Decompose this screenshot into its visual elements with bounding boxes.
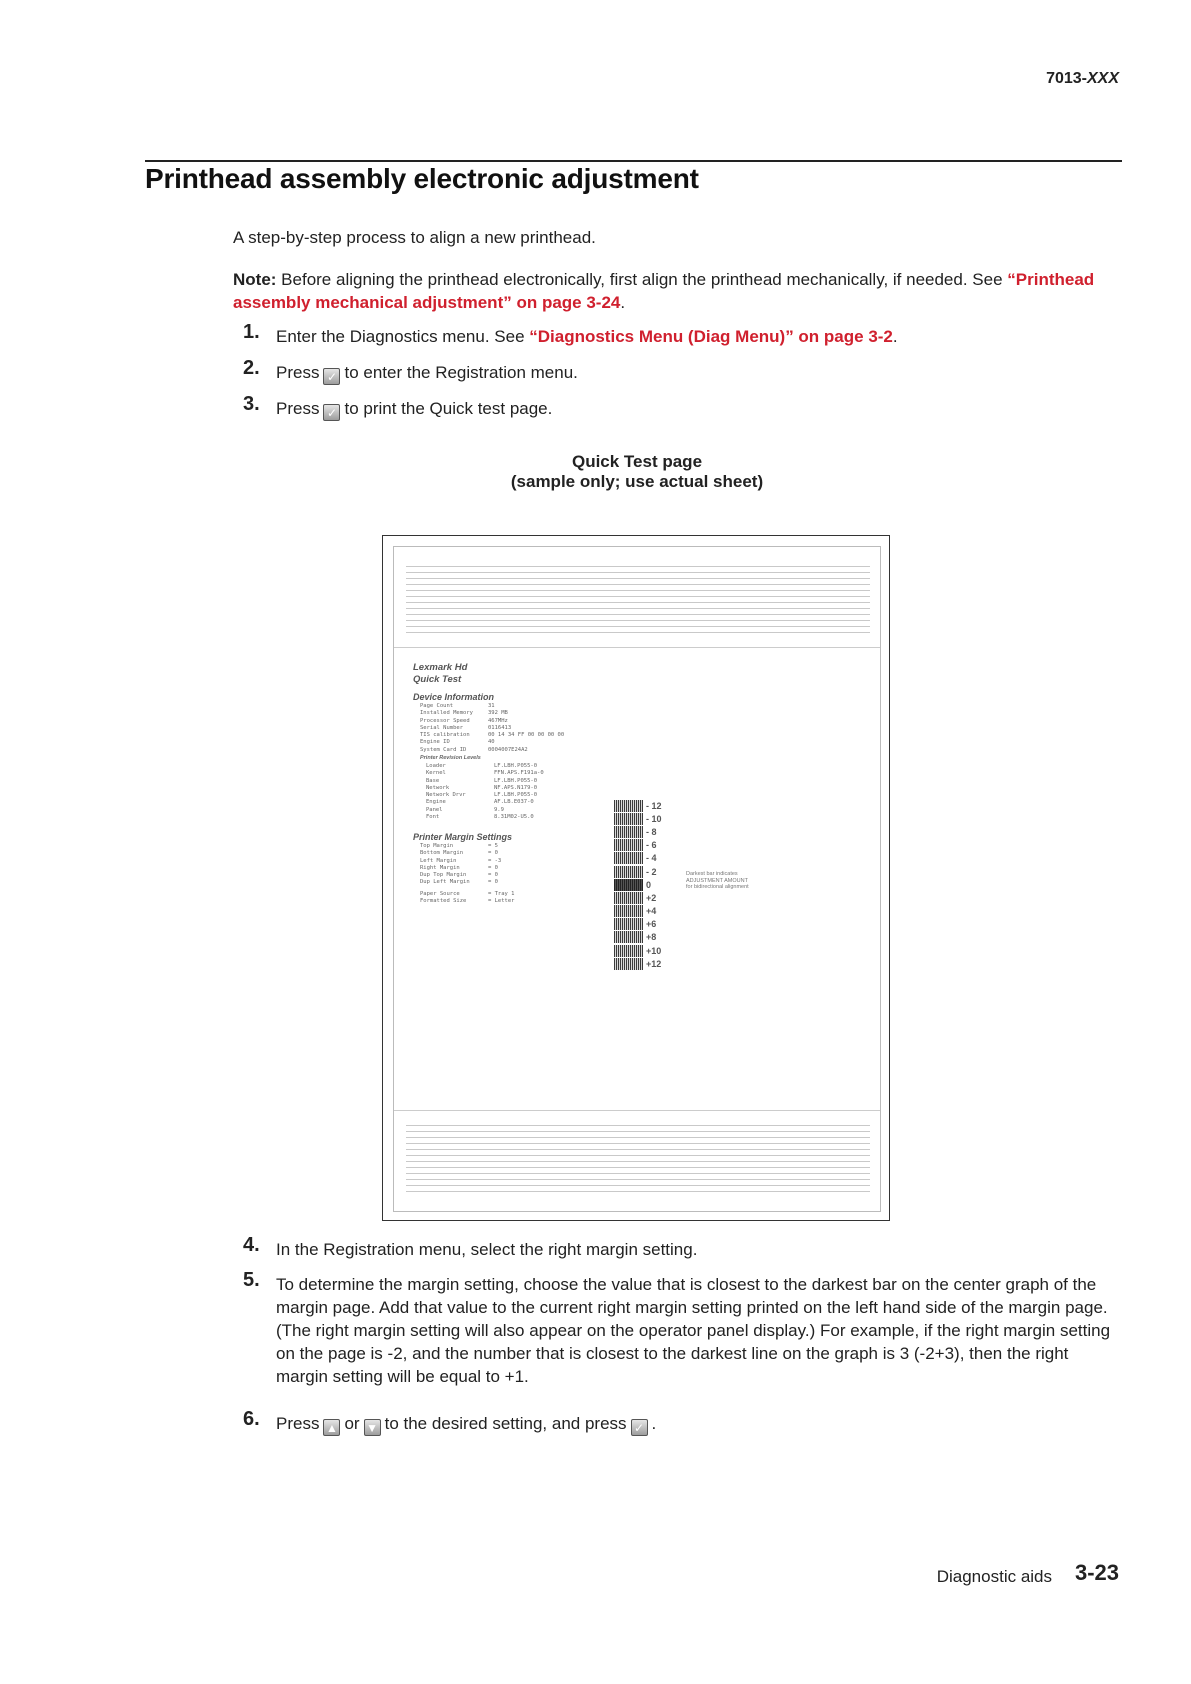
diag-menu-link[interactable]: “Diagnostics Menu (Diag Menu)” on page 3-2 [529,327,893,346]
note-paragraph [233,268,1123,314]
alignment-bar-label: - 6 [646,840,657,851]
alignment-bar-label: 0 [646,879,652,890]
setting-key: Dup Top Margin [420,872,467,879]
page-title: Printhead assembly electronic adjustment [145,163,699,194]
intro-paragraph: A step-by-step process to align a new printhead. [233,228,596,247]
setting-key: Bottom Margin [420,850,464,857]
sheet-setting-row [426,770,544,777]
margin-settings-list [420,843,501,887]
setting-key: Serial Number [420,724,464,731]
sheet-setting-row [420,843,501,850]
step-text: Press [276,363,320,382]
step-text-end: . [892,327,898,346]
sheet-divider [394,647,880,648]
setting-key: Panel [426,806,443,813]
setting-value: LF.LBH.P055-0 [494,763,538,769]
alignment-bar [614,813,643,825]
sheet-setting-row [426,763,544,770]
alignment-bar-row [614,825,670,838]
setting-key: Page Count [420,703,454,709]
bar-note-line-1: Darkest bar indicates [686,871,738,877]
caption-title: Quick Test page [571,452,703,471]
sheet-setting-row [420,879,501,886]
mechanical-adjustment-link[interactable]: “Printhead assembly mechanical adjustment” on page 3-24 [233,270,1095,312]
alignment-bar-row [614,878,670,891]
alignment-bar-label: +6 [646,919,657,930]
setting-value: 0116413 [488,724,512,731]
setting-key: Font [426,814,440,821]
alignment-bar-row [614,905,670,918]
step-text: To determine the margin setting, choose the value that is closest to the darkest bar on the center graph of the margin page. Add that value to the current right margin setting printed on the left hand side of the margin page. (The right margin setting will also appear on the operator panel display.) For example, if the right margin setting on the page is -2, and the number that is closest to the darkest line on the graph is 3 (-2+3), then the right margin setting will be equal to +1. [276,1275,1111,1386]
setting-value: = 0 [488,850,498,857]
setting-key: Loader [426,763,446,769]
alignment-lines-bottom [406,1120,870,1196]
step-5 [233,1269,1123,1388]
sheet-setting-row [420,898,515,905]
down-arrow-button-icon: ▼ [364,1419,381,1436]
step-3 [233,393,1123,421]
alignment-bar [614,866,643,878]
figure-caption [0,452,1191,492]
step-text-or: or [344,1414,360,1433]
quick-test-sheet [393,546,881,1212]
setting-value: = 5 [488,843,498,849]
setting-key: Installed Memory [420,710,473,717]
device-info-heading: Device Information [413,692,495,702]
step-number: 4. [243,1234,260,1256]
sheet-setting-row [420,710,564,717]
sheet-setting-row [420,872,501,879]
setting-key: Paper Source [420,891,460,897]
setting-value: 392 MB [488,710,508,717]
setting-key: Network Drvr [426,792,466,799]
setting-key: Engine [426,799,446,806]
alignment-bar-label: - 12 [646,800,662,811]
bar-graph-note [686,871,749,891]
alignment-bar-label: +4 [646,906,657,917]
step-number: 1. [243,321,260,343]
model-number [1046,70,1119,88]
step-period: . [651,1414,657,1433]
alignment-bar-label: - 8 [646,826,657,837]
margin-settings-heading: Printer Margin Settings [413,832,513,842]
sheet-setting-row [420,850,501,857]
step-text: Press [276,399,320,418]
footer-page-number: 3-23 [1074,1560,1119,1585]
alignment-lines-top [406,561,870,635]
model-suffix: XXX [1086,70,1119,87]
quick-test-page-figure [382,535,890,1221]
device-info-list [420,703,564,754]
setting-value: 9.9 [494,806,504,813]
setting-key: Top Margin [420,843,454,849]
alignment-bar [614,852,643,864]
alignment-bar-row [614,918,670,931]
alignment-bar-row [614,865,670,878]
alignment-bar [614,945,643,957]
alignment-bar-label: +2 [646,892,657,903]
sheet-setting-row [420,865,501,872]
sheet-setting-row [426,807,544,814]
step-text-end: to the desired setting, and press [384,1414,627,1433]
checkmark-button-icon: ✓ [323,368,340,385]
setting-key: Engine ID [420,739,450,746]
setting-key: Formatted Size [420,898,467,905]
sheet-setting-row [420,703,564,710]
setting-key: TIS calibration [420,732,470,739]
setting-value: = 0 [488,872,498,879]
step-1 [233,321,1123,348]
sheet-setting-row [426,799,544,806]
setting-key: Kernel [426,770,446,777]
step-text-end: to print the Quick test page. [344,399,553,418]
alignment-bar [614,826,643,838]
setting-value: 00 14 34 FF 00 00 00 00 [488,732,565,739]
paper-settings-list [420,891,515,906]
alignment-bar-label: +10 [646,945,662,956]
setting-value: = Letter [488,898,515,905]
sheet-title-line-1: Lexmark Hd [413,662,468,673]
step-6 [233,1408,1123,1436]
alignment-bar-row [614,957,670,970]
setting-key: Processor Speed [420,717,470,724]
sheet-setting-row [426,792,544,799]
alignment-bar-row [614,812,670,825]
alignment-bar [614,918,643,930]
alignment-bar [614,892,643,904]
step-text: Enter the Diagnostics menu. See [276,327,530,346]
bar-note-line-2: ADJUSTMENT AMOUNT [686,877,748,884]
setting-key: Dup Left Margin [420,879,470,886]
setting-key: Left Margin [420,857,457,864]
setting-value: AF.LB.E037-0 [494,799,534,806]
step-number: 2. [243,357,260,379]
alignment-bar [614,839,643,851]
alignment-bar-graph [614,799,670,970]
alignment-bar-label: +12 [646,958,662,969]
sheet-setting-row [420,891,515,898]
alignment-bar-row [614,839,670,852]
step-number: 3. [243,393,260,415]
setting-key: Network [426,784,450,791]
setting-value: NF.APS.N179-0 [494,784,538,791]
step-number: 6. [243,1408,260,1430]
note-text: Before aligning the printhead electronically, first align the printhead mechanically, if needed. See [276,270,1008,289]
alignment-bar-row [614,891,670,904]
step-number: 5. [243,1269,260,1291]
note-label: Note: [233,270,277,289]
sheet-setting-row [426,814,544,821]
setting-value: 31 [488,703,495,709]
sheet-title [413,662,467,686]
footer-section-name: Diagnostic aids [936,1567,1052,1586]
sheet-setting-row [426,785,544,792]
alignment-bar-row [614,944,670,957]
alignment-bar [614,931,643,943]
setting-value: = 0 [488,864,498,871]
setting-value: 8.31M02-U5.0 [494,814,534,821]
checkmark-button-icon: ✓ [323,404,340,421]
setting-value: = Tray 1 [488,891,515,897]
setting-key: Right Margin [420,864,460,871]
up-arrow-button-icon: ▲ [323,1419,340,1436]
alignment-bar-row [614,852,670,865]
step-text-end: to enter the Registration menu. [344,363,578,382]
sheet-setting-row [420,725,564,732]
alignment-bar [614,879,643,891]
setting-value: 0004007E24A2 [488,746,528,753]
sheet-setting-row [420,739,564,746]
bar-note-line-3: for bidirectional alignment [686,884,749,890]
sheet-setting-row [420,858,501,865]
alignment-bar-row [614,931,670,944]
sheet-setting-row [420,718,564,725]
setting-value: LF.LBH.P055-0 [494,792,538,799]
alignment-bar [614,905,643,917]
sheet-divider [394,1110,880,1111]
sheet-setting-row [420,732,564,739]
setting-value: = 0 [488,879,498,886]
step-2 [233,357,1123,385]
sheet-setting-row [420,747,564,754]
note-end: . [620,293,626,312]
alignment-bar [614,800,643,812]
step-text: Press [276,1414,320,1433]
setting-value: 467MHz [488,717,508,724]
alignment-bar-label: - 10 [646,813,662,824]
sheet-title-line-2: Quick Test [413,674,462,685]
alignment-bar-label: +8 [646,932,657,943]
alignment-bar-row [614,799,670,812]
setting-key: Base [426,777,440,784]
alignment-bar [614,958,643,970]
caption-subtitle: (sample only; use actual sheet) [510,472,764,491]
alignment-bar-label: - 2 [646,866,657,877]
revision-levels-heading: Printer Revision Levels [420,755,481,761]
checkmark-button-icon: ✓ [631,1419,648,1436]
setting-value: = -3 [488,857,502,864]
alignment-bar-label: - 4 [646,853,657,864]
setting-value: 40 [488,739,495,746]
step-text: In the Registration menu, select the right margin setting. [276,1240,698,1259]
setting-key: System Card ID [420,746,467,753]
setting-value: LF.LBH.P055-0 [494,777,538,784]
step-4 [233,1234,1123,1261]
sheet-setting-row [426,778,544,785]
revision-levels-list [426,763,544,821]
title-rule [145,160,1122,162]
model-prefix: 7013- [1046,70,1087,87]
setting-value: FFN.APS.F191a-0 [494,770,544,777]
